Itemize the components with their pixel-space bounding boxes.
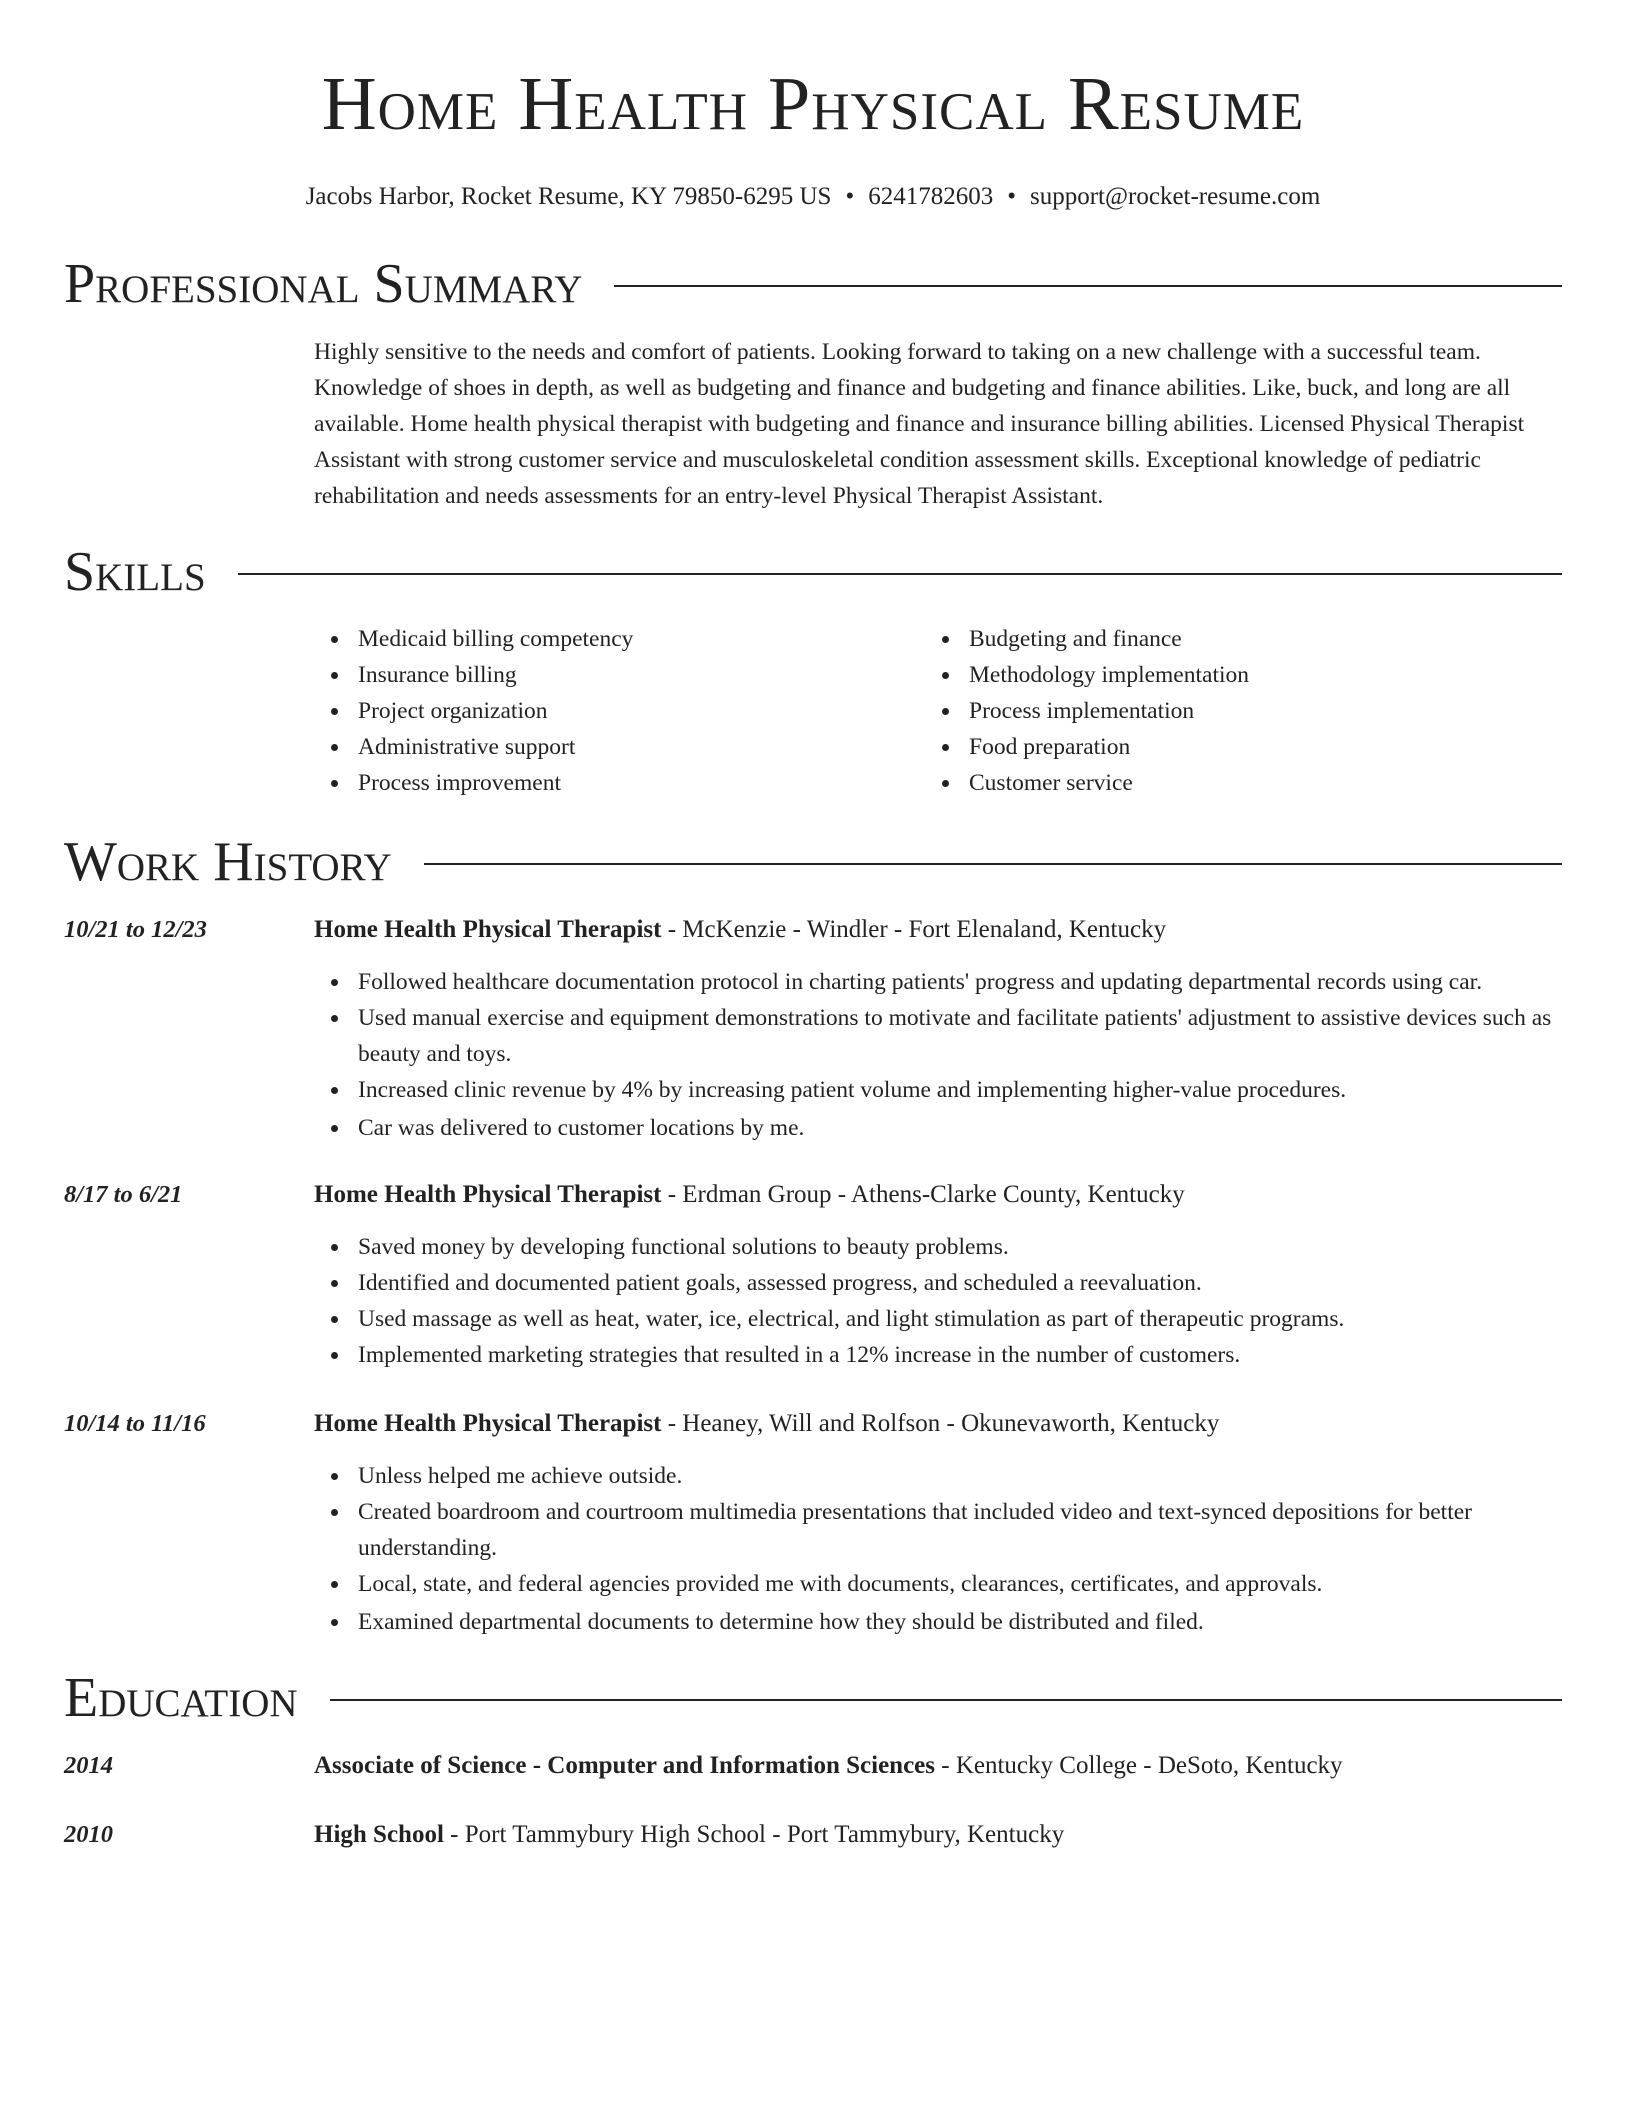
contact-address: Jacobs Harbor, Rocket Resume, KY 79850-6295 US: [305, 183, 832, 210]
summary-text: Highly sensitive to the needs and comfort of patients. Looking forward to taking on a new challenge with a successful team. Knowledge of shoes in depth, as well as budgeting and finance and budgeting and finance abilities. Like, buck, and long are all available. Home health physical therapist with budgeting and finance and insurance billing abilities. Licensed Physical Therapist Assistant with strong customer service and musculoskeletal condition assessment skills. Exceptional knowledge of pediatric rehabilitation and needs assessments for an entry-level Physical Therapist Assistant.: [314, 339, 1525, 509]
skill-item: Insurance billing: [314, 657, 914, 693]
skills-section-header: [64, 542, 1562, 602]
job-date: 10/21 to 12/23: [64, 916, 207, 943]
skill-item: Process implementation: [925, 693, 1525, 729]
skills-list-right: [925, 621, 1525, 801]
work-section-header: [64, 832, 1562, 892]
section-divider: [330, 1699, 1562, 1701]
education-heading: [314, 1817, 1064, 1853]
job-bullet: Increased clinic revenue by 4% by increasing patient volume and implementing higher-value procedures.: [314, 1072, 1564, 1108]
job-bullet: Identified and documented patient goals, assessed progress, and scheduled a reevaluation.: [314, 1265, 1564, 1301]
skill-item: Budgeting and finance: [925, 621, 1525, 657]
skill-item: Customer service: [925, 765, 1525, 801]
job-details: - Heaney, Will and Rolfson - Okunevaworth, Kentucky: [661, 1410, 1220, 1437]
job-heading: [314, 912, 1166, 948]
contact-line: [64, 182, 1562, 212]
summary-section-header: [64, 254, 1562, 314]
section-divider: [238, 573, 1562, 575]
job-role: Home Health Physical Therapist: [314, 916, 662, 943]
resume-page: [64, 0, 1562, 1848]
section-divider: [614, 285, 1562, 287]
job-role: Home Health Physical Therapist: [314, 1410, 662, 1437]
education-details: - Kentucky College - DeSoto, Kentucky: [935, 1752, 1343, 1779]
job-bullet-list: [314, 964, 1564, 1146]
job-heading: [314, 1406, 1219, 1442]
job-bullet: Saved money by developing functional solutions to beauty problems.: [314, 1229, 1564, 1265]
job-bullet: Local, state, and federal agencies provided me with documents, clearances, certificates, and approvals.: [314, 1566, 1564, 1602]
job-bullet: Used manual exercise and equipment demonstrations to motivate and facilitate patients' adjustment to assistive devices such as beauty and toys.: [314, 1000, 1564, 1072]
job-date: 8/17 to 6/21: [64, 1181, 183, 1208]
job-heading: [314, 1177, 1185, 1213]
skill-item: Process improvement: [314, 765, 914, 801]
job-bullet: Implemented marketing strategies that resulted in a 12% increase in the number of customers.: [314, 1337, 1564, 1373]
resume-name: Home Health Physical Resume: [321, 62, 1305, 146]
job-details: - McKenzie - Windler - Fort Elenaland, Kentucky: [661, 916, 1167, 943]
skill-item: Project organization: [314, 693, 914, 729]
skill-item: Medicaid billing competency: [314, 621, 914, 657]
summary-title: Professional Summary: [64, 253, 583, 315]
work-title: Work History: [64, 831, 392, 893]
job-bullet: Unless helped me achieve outside.: [314, 1458, 1564, 1494]
job-details: - Erdman Group - Athens-Clarke County, Kentucky: [661, 1181, 1185, 1208]
job-bullet: Used massage as well as heat, water, ice, electrical, and light stimulation as part of therapeutic programs.: [314, 1301, 1564, 1337]
contact-email: support@rocket-resume.com: [1030, 183, 1321, 210]
skill-item: Methodology implementation: [925, 657, 1525, 693]
education-details: - Port Tammybury High School - Port Tammybury, Kentucky: [443, 1821, 1065, 1848]
skill-item: Administrative support: [314, 729, 914, 765]
education-year: 2010: [64, 1821, 113, 1848]
job-bullet: Car was delivered to customer locations by me.: [314, 1110, 1564, 1146]
skill-item: Food preparation: [925, 729, 1525, 765]
contact-separator: •: [1007, 183, 1016, 210]
job-bullet-list: [314, 1229, 1564, 1373]
education-degree: High School: [314, 1821, 444, 1848]
education-title: Education: [64, 1667, 298, 1729]
education-section-header: [64, 1668, 1562, 1728]
job-bullet: Followed healthcare documentation protocol in charting patients' progress and updating departmental records using car.: [314, 964, 1564, 1000]
summary-block: [314, 334, 1564, 514]
skills-list-left: [314, 621, 914, 801]
job-role: Home Health Physical Therapist: [314, 1181, 662, 1208]
contact-phone: 6241782603: [868, 183, 994, 210]
education-degree: Associate of Science - Computer and Information Sciences: [314, 1752, 935, 1779]
section-divider: [424, 863, 1562, 865]
job-date: 10/14 to 11/16: [64, 1410, 206, 1437]
job-bullet: Examined departmental documents to determine how they should be distributed and filed.: [314, 1604, 1564, 1640]
education-year: 2014: [64, 1752, 113, 1779]
education-heading: [314, 1748, 1343, 1784]
skills-title: Skills: [64, 541, 206, 603]
job-bullet-list: [314, 1458, 1564, 1640]
contact-separator: •: [845, 183, 855, 210]
job-bullet: Created boardroom and courtroom multimedia presentations that included video and text-synced depositions for better understanding.: [314, 1494, 1564, 1566]
